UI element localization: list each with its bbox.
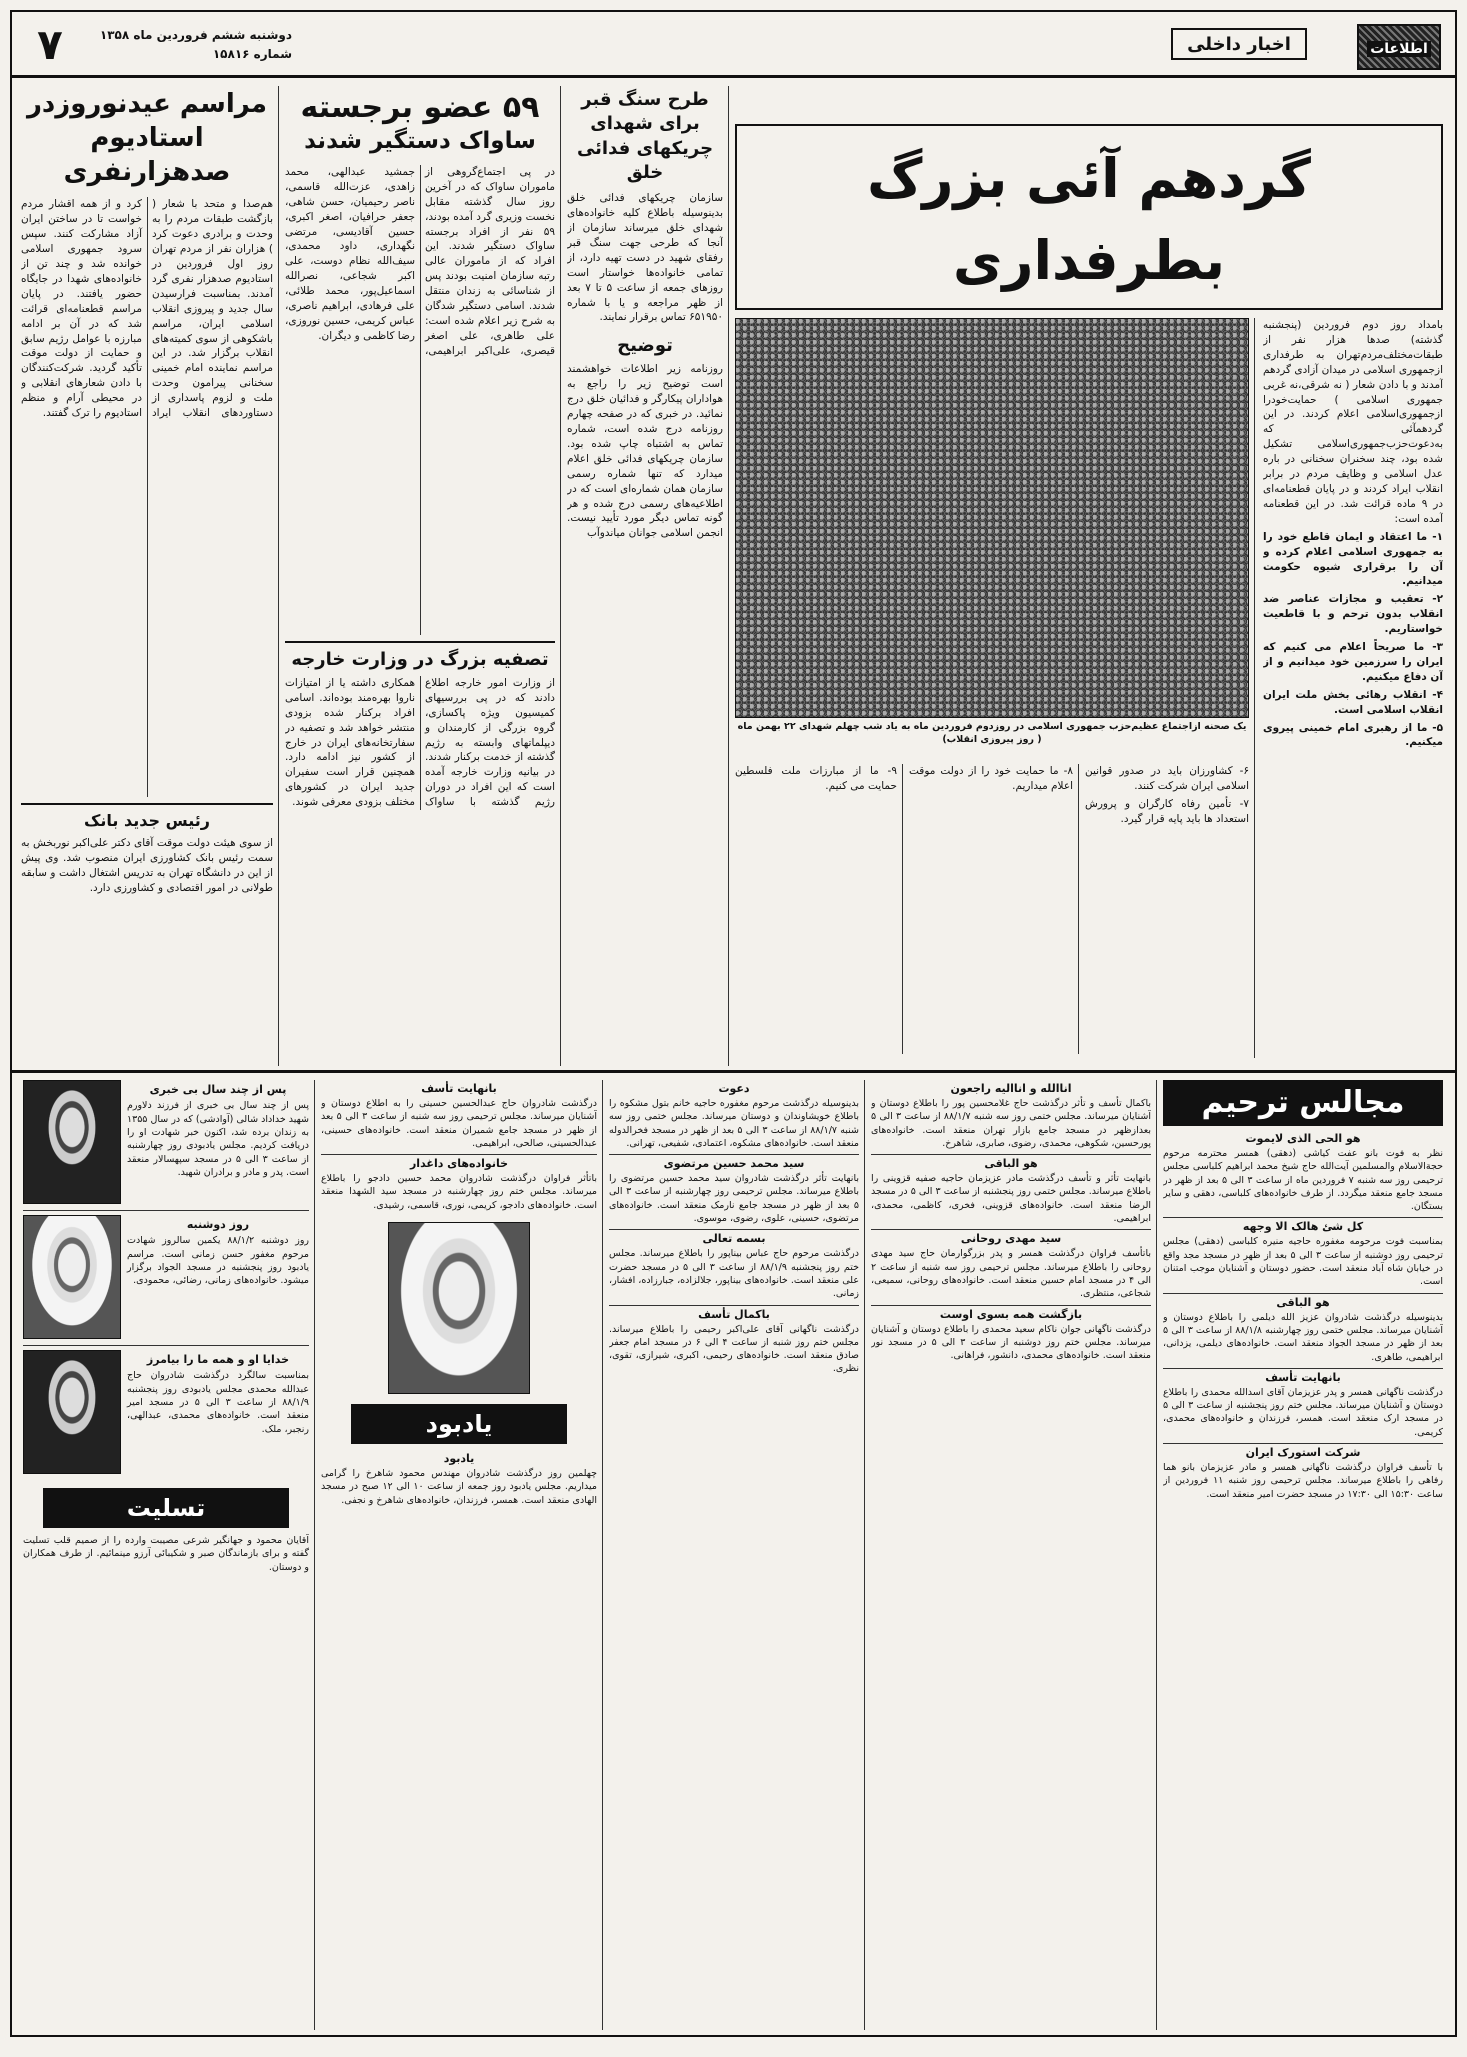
- newspaper-page: [10, 10, 1457, 2037]
- obituary-notice: کل شئ هالک الا وجهه بمناسبت فوت مرحومه مغفوره حاجیه منیره کلباسی (دهقی) مجلس ترحیمی روز دوشنبه از ساعت ۳ الی ۵ بعد از ظهر در مسجد مجد واقع در خیابان شاه آباد منعقد است. حضور دوستان و آشنایان موجب امتنان است.: [1163, 1217, 1443, 1288]
- obituary-notice: پس از چند سال بی خبری پس از چند سال بی خبری از فرزند دلاورم شهید خداداد شالی (آوادشی) که در سال ۱۳۵۵ به زندان برده شد، اکنون خبر شهادت او را دریافت کردیم. مجلس یادبودی روز چهارشنبه از ساعت ۳ الی ۵ در مسجد سپهسالار منعقد است. پدر و مادر و برادران شهید.: [127, 1083, 309, 1178]
- lead-headline-1: گردهم آئی بزرگ بطرفداری: [867, 147, 1311, 292]
- obituary-column-5: [23, 1080, 309, 2030]
- obituary-column-1: [1163, 1080, 1443, 2030]
- masthead: [12, 12, 1455, 78]
- foreign-ministry-subhead: تصفیه بزرگ در وزارت خارجه: [291, 648, 549, 670]
- page-number: ۷: [37, 20, 63, 69]
- bank-head-subhead: رئیس جدید بانک: [84, 811, 210, 831]
- clarification-subhead: توضیح: [617, 335, 673, 357]
- obituary-notice: سید محمد حسین مرتضوی بانهایت تأثر درگذشت شادروان سید محمد حسین مرتضوی را باطلاع میرساند. مجلس ترحیمی روز چهارشنبه از ساعت ۳ الی ۵ بعد از ظهر در مسجد جامع نارمک منعقد است. خانواده‌های مرتضوی، حسینی، علوی، رضوی، موسوی.: [609, 1154, 859, 1225]
- lead-point: ۳- ما صریحاً اعلام می کنیم که ایران را سرزمین خود میدانیم و از آن دفاع میکنیم.: [1263, 641, 1443, 683]
- obituary-notice: اناالله و اناالیه راجعون باکمال تأسف و تأثر درگذشت حاج غلامحسین پور را باطلاع دوستان و آشنایان میرساند. مجلس ختمی روز سه شنبه ۸۸/۱/۷ از ساعت ۳ الی ۵ بعدازظهر در مسجد جامع بازار تهران منعقد است. خانواده‌های پورحسین، شکوهی، محمدی، رضوی، صابری، شاهرخ.: [871, 1082, 1151, 1149]
- newspaper-logo: [1357, 24, 1441, 70]
- obituary-notice: بازگشت همه بسوی اوست درگذشت ناگهانی جوان ناکام سعید محمدی را باطلاع دوستان و آشنایان میرساند. مجلس ختم روز دوشنبه از ساعت ۳ الی ۵ در مسجد نور منعقد است. خانواده‌های محمدی، دانشور، فراهانی.: [871, 1305, 1151, 1363]
- deceased-portrait: [23, 1215, 121, 1339]
- condolence-text: آقایان محمود و جهانگیر شرعی مصیبت وارده را از صمیم قلب تسلیت گفته و برای بازماندگان صبر و شکیبائی آرزو مینمائیم. از طرف همکاران و دوستان.: [23, 1535, 309, 1573]
- obituary-notice: باکمال تأسف درگذشت ناگهانی آقای علی‌اکبر رحیمی را باطلاع میرساند. مجلس ختم روز شنبه از ساعت ۴ الی ۶ در مسجد امام جعفر صادق منعقد است. خانواده‌های رحیمی، اکبری، شیرازی، تقوی، نظری.: [609, 1305, 859, 1376]
- date-line: دوشنبه ششم فروردین ماه ۱۳۵۸ شماره ۱۵۸۱۶: [99, 28, 292, 61]
- crowd-photo: [735, 318, 1249, 718]
- obituary-notice: هو الحی الذی لایموت نظر به فوت بانو عفت کیاشی (دهقی) همسر محترمه مرحوم حجةالاسلام والمسلمین آیت‌الله حاج شیخ محمد ابراهیم کلباسی مجلس ترحیمی روز سه شنبه ۷ فروردین ماه از ساعت ۳ الی ۵ بعد از ظهر در مسجد جامع منعقد میگردد. از طرف خانواده‌های کلباسی، دهقی و سایر بستگان.: [1163, 1132, 1443, 1213]
- obituary-notice: بسمه تعالی درگذشت مرحوم حاج عباس بیناپور را باطلاع میرساند. مجلس ختم روز پنجشنبه ۸۸/۱/۹ از ساعت ۳ الی ۵ در مسجد حضرت علی منعقد است. خانواده‌های بیناپور، جلالزاده، جبارزاده، افشار، زمانی.: [609, 1229, 859, 1300]
- obituary-column-3: [609, 1080, 859, 2030]
- nowruz-headline-1: مراسم عیدنوروزدر: [26, 89, 268, 119]
- lead-point: ۲- تعقیب و مجازات عناصر ضد انقلاب بدون ترحم و با قاطعیت خواستاریم.: [1263, 593, 1443, 636]
- lead-headline-box: [735, 124, 1443, 310]
- obituary-column-2: [871, 1080, 1151, 2030]
- savak-article: ۵۹ عضو برجسته ساواک دستگیر شدند در پی اجتماع‌گروهی از ماموران ساواک که در آخرین روز سال گذشته مقابل نخست وزیری گرد آمده بودند، ۵۹ نفر از افراد برجسته ساواک دستگیر شدند. این افراد که از ماموران عالی رتبه سازمان امنیت بودند پس از شناسائی به زندان منتقل شدند. اسامی دستگیر شدگان به شرح زیر اعلام شده است: علی طاهری، علی اصغر قیصری، علی‌اکبر ابراهیمی، جمشید عبدالهی، محمد زاهدی، عزت‌الله قاسمی، ناصر رحیمیان، حسن شاهی، جعفر حرافیان، اصغر اکبری، حسین آقادیسی، مرتضی نگهداری، داود محمدی، سیف‌الله نظام دوست، علی اکبر شجاعی، نصرالله اسماعیل‌پور، محمد طلائی، علی فرهادی، ابراهیم ناصری، عباس کریمی، حسین نوروزی، رضا کاظمی و دیگران. تصفیه بزرگ در وزارت خارجه از وزارت امور خارجه اطلاع دادند که در پی بررسیهای کمیسیون ویژه پاکسازی، گروه بزرگی از کارمندان و دیپلماتهای وابسته به رژیم گذشته از خدمت برکنار شدند. در بیانیه وزارت خارجه آمده است که این افراد در دوران رژیم گذشته با ساواک همکاری داشته یا از امتیازات ناروا بهره‌مند بوده‌اند. اسامی افراد برکنار شده بزودی منتشر خواهد شد و تصفیه در سفارتخانه‌های ایران در خارج از کشور نیز ادامه دارد. همچنین قرار است سفیران جدید ایران در کشورهای مختلف بزودی معرفی شوند.: [285, 90, 555, 809]
- savak-headline-2: ساواک دستگیر شدند: [304, 128, 536, 154]
- section-title: اخبار داخلی: [1171, 28, 1307, 60]
- obituary-notice: یادبود چهلمین روز درگذشت شادروان مهندس محمود شاهرخ را گرامی میداریم. مجلس یادبود روز جمعه از ساعت ۱۰ الی ۱۲ صبح در مسجد الهادی منعقد است. همسر، فرزندان، خانواده‌های شاهرخ و نجفی.: [321, 1452, 597, 1506]
- lead-continuation-2: ۸- ما حمایت خود را از دولت موقت اعلام میداریم.: [909, 765, 1073, 792]
- lead-continuation-1: ۶- کشاورزان باید در صدور قوانین اسلامی ایران شرکت کنند. ۷- تأمین رفاه کارگران و پرورش استعداد ها باید پایه قرار گیرد.: [1085, 765, 1249, 825]
- obituary-notice: خانواده‌های داغدار باتأثر فراوان درگذشت شادروان محمد حسین دادجو را باطلاع میرساند. مجلس ختم روز چهارشنبه در مسجد سید الشهدا منعقد است. خانواده‌های دادجو، کریمی، نوری، قاسمی، رشیدی.: [321, 1154, 597, 1212]
- deceased-portrait: [388, 1222, 530, 1394]
- deceased-portrait: [23, 1080, 121, 1204]
- obituary-notice: روز دوشنبه روز دوشنبه ۸۸/۱/۲ یکمین سالروز شهادت مرحوم مغفور حسن زمانی است. مراسم یادبود روز پنجشنبه در مسجد الجواد برگزار میشود. خانواده‌های زمانی، رضائی، محمودی.: [127, 1218, 309, 1287]
- obituary-column-4: [321, 1080, 597, 2030]
- lead-headline-2: [737, 302, 1441, 310]
- nowruz-article: مراسم عیدنوروزدر استادیوم صدهزارنفری هم‌صدا و متحد با شعار ( بازگشت طبقات مردم را به وحدت و برادری دعوت کرد ) هزاران نفر از مردم تهران روز اول فروردین در استادیوم صدهزار نفری گرد آمدند. بمناسبت فرارسیدن سال جدید و پیروزی انقلاب اسلامی ایران، مراسم باشکوهی از سوی کمیته‌های انقلاب برگزار شد. در این مراسم نماینده امام خمینی سخنانی پیرامون وحدت ملت و لزوم پاسداری از دستاوردهای انقلاب ایراد کرد و از همه اقشار مردم خواست تا در ساختن ایران آزاد مشارکت کنند. سپس سرود جمهوری اسلامی خوانده شد و چند تن از خانواده‌های شهدا در جایگاه حضور یافتند. در پایان مراسم قطعنامه‌ای قرائت شد که در آن بر ادامه مبارزه با عوامل رژیم سابق و حمایت از دولت موقت تأکید گردید. شرکت‌کنندگان با دادن شعارهای انقلابی و در محیطی آرام و منظم استادیوم را ترک گفتند. رئیس جدید بانک از سوی هیئت دولت موقت آقای دکتر علی‌اکبر نوربخش به سمت رئیس بانک کشاورزی ایران منصوب شد. وی پیش از این در دانشگاه تهران به تدریس اشتغال داشت و سابقه طولانی در امور اقتصادی و کشاورزی دارد.: [21, 89, 273, 895]
- obituary-notice: خدایا او و همه ما را بیامرز بمناسبت سالگرد درگذشت شادروان حاج عبدالله محمدی مجلس یادبودی روز پنجشنبه ۸۸/۱/۹ از ساعت ۳ الی ۵ در مسجد امیر منعقد است. خانواده‌های محمدی، عبدالهی، رنجبر، ملک.: [127, 1353, 309, 1435]
- tombstone-headline: طرح سنگ قبر برای شهدای چریکهای فدائی خلق: [576, 89, 714, 183]
- section-divider: [12, 1070, 1455, 1073]
- lead-continuation-3: ۹- ما از مبارزات ملت فلسطین حمایت می کنیم.: [735, 765, 897, 792]
- photo-caption: یک صحنه ازاجتماع عظیم‌حزب جمهوری اسلامی در روزدوم فروردین ماه به یاد شب چهلم شهدای ۲۲ بهمن ماه ( روز پیروزی انقلاب): [737, 721, 1247, 746]
- tasliyat-banner: تسلیت: [43, 1488, 289, 1528]
- obituary-notice: شرکت استورک ایران با تأسف فراوان درگذشت ناگهانی همسر و مادر عزیزمان بانو هما رفاهی را باطلاع میرساند. مجلس ترحیمی روز شنبه ۱۱ فروردین از ساعت ۱۵:۳۰ الی ۱۷:۳۰ در مسجد حضرت امیر منعقد است.: [1163, 1443, 1443, 1501]
- obituary-notice: بانهایت تأسف درگذشت شادروان حاج عبدالحسین حسینی را به اطلاع دوستان و آشنایان میرساند. مجلس ترحیمی روز سه شنبه از ساعت ۳ الی ۵ بعد از ظهر در مسجد جامع شمیران منعقد است. خانواده‌های حسینی، عبدالحسینی، صالحی، ابراهیمی.: [321, 1082, 597, 1149]
- logo-text: اطلاعات: [1367, 41, 1431, 57]
- obituary-notice: بانهایت تأسف درگذشت ناگهانی همسر و پدر عزیزمان آقای اسدالله محمدی را باطلاع دوستان و آشنایان میرساند. مجلس ختم روز پنجشنبه از ساعت ۳ الی ۵ در مسجد ارک منعقد است. همسر، فرزندان و خانواده‌های محمدی، کریمی.: [1163, 1368, 1443, 1439]
- lead-body: بامداد روز دوم فروردین (پنجشنبه گذشته) صدها هزار نفر از طبقات‌مختلف‌مردم‌تهران به طرفداری ازجمهوری اسلامی در میدان آزادی گردهم آمدند و با دادن شعار ( نه شرقی،نه غربی جمهوری اسلامی ) حمایت‌خودرا ازجمهوری‌اسلامی اعلام کردند. در این گردهمآئی که به‌دعوت‌حزب‌جمهوری‌اسلامی تشکیل شده بود، چند سخنران سخنانی در باره عدل اسلامی و وظایف مردم در برابر انقلاب ایراد کردند و در پایان قطعنامه‌ای در ۹ ماده قرائت شد. در این قطعنامه آمده است: ۱- ما اعتقاد و ایمان قاطع خود را به جمهوری اسلامی اعلام کرده و آن را برقراری شیوه حکومت میدانیم. ۲- تعقیب و مجازات عناصر ضد انقلاب بدون ترحم و با قاطعیت خواستاریم. ۳- ما صریحاً اعلام می کنیم که ایران را سرزمین خود میدانیم و از آن دفاع میکنیم. ۴- انقلاب رهائی بخش ملت ایران انقلاب اسلامی است. ۵- ما از رهبری امام خمینی پیروی میکنیم.: [1263, 319, 1443, 749]
- obituary-notice: سید مهدی روحانی باتأسف فراوان درگذشت همسر و پدر بزرگوارمان حاج سید مهدی روحانی را باطلاع میرساند. مجلس ترحیمی روز سه شنبه از ساعت ۲ الی ۴ در مسجد امام حسین منعقد است. خانواده‌های روحانی، سمیعی، شجاعی، منتظری.: [871, 1229, 1151, 1300]
- yadbud-banner: یادبود: [351, 1404, 567, 1444]
- savak-headline-1: ۵۹ عضو برجسته: [300, 90, 540, 125]
- lead-point: ۵- ما از رهبری امام خمینی پیروی میکنیم.: [1263, 721, 1443, 749]
- obituary-notice: هو الباقی بانهایت تأثر و تأسف درگذشت مادر عزیزمان حاجیه صفیه قزوینی را باطلاع میرساند. مجلس ختمی روز پنجشنبه از ساعت ۳ الی ۵ در مسجد الرضا منعقد است. خانواده‌های قزوینی، فخری، کاظمی، محمدی، ابراهیمی.: [871, 1154, 1151, 1225]
- nowruz-headline-2: استادیوم صدهزارنفری: [63, 122, 231, 187]
- lead-point: ۴- انقلاب رهائی بخش ملت ایران انقلاب اسلامی است.: [1263, 688, 1443, 716]
- lead-point: ۱- ما اعتقاد و ایمان قاطع خود را به جمهوری اسلامی اعلام کرده و آن را برقراری شیوه حکومت میدانیم.: [1263, 530, 1443, 588]
- tombstone-article: طرح سنگ قبر برای شهدای چریکهای فدائی خلق سازمان چریکهای فدائی خلق بدینوسیله باطلاع کلیه خانواده‌های شهدای خلق میرساند سازمان از آنجا که طرحی جهت سنگ قبر رفقای شهید در دست تهیه دارد، از تمامی خانواده‌ها خواستار است روزهای جمعه از ساعت ۵ تا ۷ بعد از ظهر مراجعه و یا با شماره ۶۵۱۹۵۰ تماس برقرار نمایند. توضیح روزنامه زیر اطلاعات خواهشمند است توضیح زیر را راجع به هواداران پیکارگر و فدائیان خلق درج نمائید. در خبری که در صفحه چهارم روزنامه درج شده است، شماره تماس به اشتباه چاپ شده بود. سازمان چریکهای فدائی خلق اعلام میدارد که تنها شماره رسمی سازمان همان شماره‌ای است که در اطلاعیه‌های رسمی درج شده و هر گونه تماس دیگر مورد تأیید نیست. انجمن اسلامی جوانان میاندوآب: [567, 89, 723, 540]
- obituary-notice: هو الباقی بدینوسیله درگذشت شادروان عزیز الله دیلمی را باطلاع دوستان و آشنایان میرساند. مجلس ختمی روز چهارشنبه ۸۸/۱/۸ از ساعت ۳ الی ۵ بعد از ظهر در مسجد الجواد منعقد است. خانواده‌های دیلمی، یزدانی، ابراهیمی، طاهری.: [1163, 1293, 1443, 1364]
- deceased-portrait: [23, 1350, 121, 1474]
- obituaries-banner: مجالس ترحیم: [1163, 1080, 1443, 1126]
- obituary-notice: دعوت بدینوسیله درگذشت مرحوم مغفوره حاجیه خانم بتول مشکوه را باطلاع خویشاوندان و دوستان میرساند. مجلس ختمی روز سه شنبه ۸۸/۱/۷ از ساعت ۳ الی ۵ بعد از ظهر در مسجد فخرالدوله منعقد است. خانواده‌های مشکوه، اعتمادی، شفیعی، تهرانی.: [609, 1082, 859, 1149]
